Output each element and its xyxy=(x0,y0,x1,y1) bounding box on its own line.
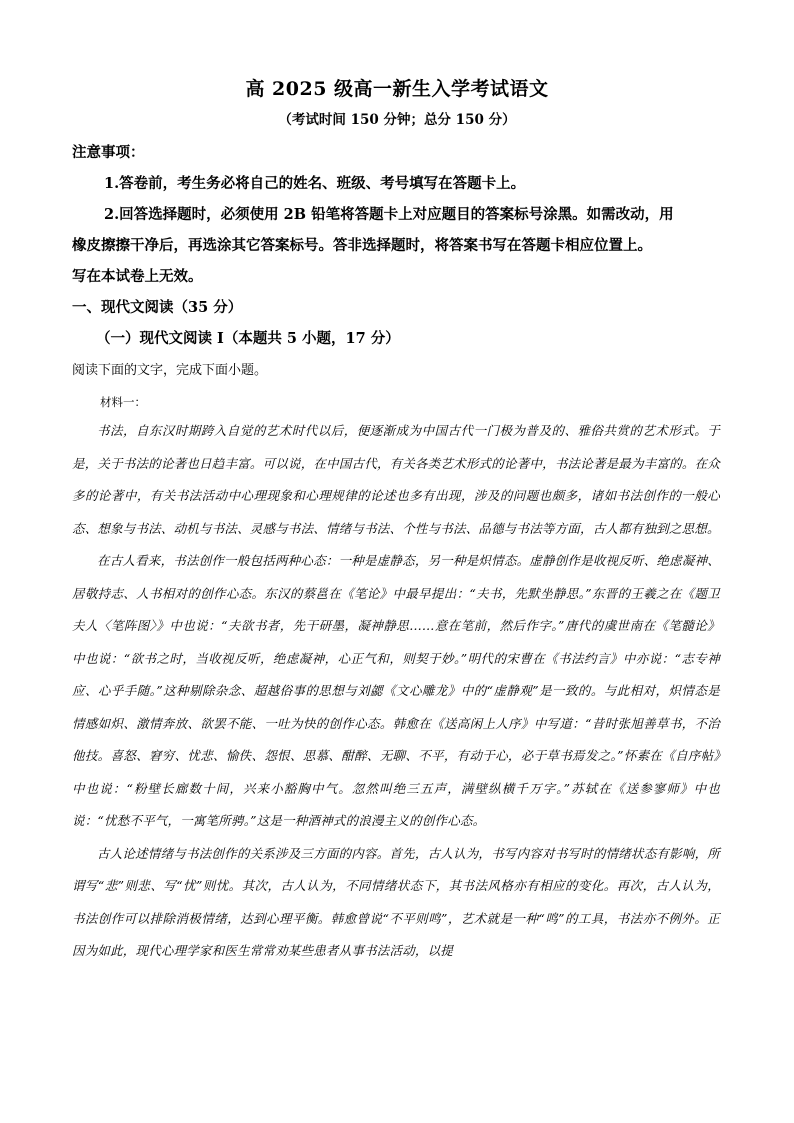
notice-item-2-line-3: 写在本试卷上无效。 xyxy=(72,268,203,285)
exam-subtitle: （考试时间 150 分钟；总分 150 分） xyxy=(278,112,516,128)
notice-heading: 注意事项： xyxy=(72,144,145,161)
notice-item-1: 1.答卷前，考生务必将自己的姓名、班级、考号填写在答题卡上。 xyxy=(104,175,526,192)
exam-title: 高 2025 级高一新生入学考试语文 xyxy=(245,78,549,100)
passage-paragraph-2: 在古人看来，书法创作一般包括两种心态：一种是虚静态，另一种是炽情态。虚静创作是收视反听、绝虑凝神、居敬持志、人书相对的创作心态。东汉的蔡邕在《笔论》中最早提出：“夫书，先默坐静思。”东晋的王羲之在《题卫夫人〈笔阵图〉》中也说：“夫欲书者，先干研墨，凝神静思……意在笔前，然后作字。”唐代的虞世南在《笔髓论》中也说：“欲书之时，当收视反听，绝虑凝神，心正气和，则契于妙。”明代的宋曹在《书法约言》中亦说：“志专神应、心乎手随。”这种剔除杂念、超越俗事的思想与刘勰《文心雕龙》中的“虚静观”是一致的。与此相对，炽情态是情感如炽、激情奔放、欲罢不能、一吐为快的创作心态。韩愈在《送高闲上人序》中写道：“昔时张旭善草书，不治他技。喜怒、窘穷、忧悲、愉佚、怨恨、思慕、酣醉、无聊、不平，有动于心，必于草书焉发之。”怀素在《自序帖》中也说：“粉壁长廊数十间，兴来小豁胸中气。忽然叫绝三五声，满壁纵横千万字。”苏轼在《送参寥师》中也说：“忧愁不平气，一寓笔所骋。”这是一种酒神式的浪漫主义的创作心态。 xyxy=(72,553,720,828)
passage-body xyxy=(72,415,720,968)
notice-item-2-line-2: 橡皮擦擦干净后，再选涂其它答案标号。答非选择题时，将答案书写在答题卡相应位置上。 xyxy=(72,237,652,254)
notice-item-2-line-1: 2.回答选择题时，必须使用 2B 铅笔将答题卡上对应题目的答案标号涂黑。如需改动，用 xyxy=(104,206,674,223)
material-label: 材料一： xyxy=(100,395,146,409)
section-heading: 一、现代文阅读（35 分） xyxy=(72,299,243,316)
section-subheading: （一）现代文阅读 Ⅰ（本题共 5 小题，17 分） xyxy=(96,330,400,347)
passage-paragraph-1: 书法，自东汉时期跨入自觉的艺术时代以后，便逐渐成为中国古代一门极为普及的、雅俗共赏的艺术形式。于是，关于书法的论著也日趋丰富。可以说，在中国古代，有关各类艺术形式的论著中，书法论著是最为丰富的。在众多的论著中，有关书法活动中心理现象和心理规律的论述也多有出现，涉及的问题也颇多，诸如书法创作的一般心态、想象与书法、动机与书法、灵感与书法、情绪与书法、个性与书法、品德与书法等方面，古人都有独到之思想。 xyxy=(72,423,720,536)
reading-instruction: 阅读下面的文字，完成下面小题。 xyxy=(72,363,268,378)
passage-paragraph-3: 古人论述情绪与书法创作的关系涉及三方面的内容。首先，古人认为，书写内容对书写时的情绪状态有影响，所谓写“悲”则悲、写“忧”则忧。其次，古人认为，不同情绪状态下，其书法风格亦有相应的变化。再次，古人认为，书法创作可以排除消极情绪，达到心理平衡。韩愈曾说“不平则鸣”，艺术就是一种“鸣”的工具，书法亦不例外。正因为如此，现代心理学家和医生常常劝某些患者从事书法活动，以提 xyxy=(72,845,720,958)
